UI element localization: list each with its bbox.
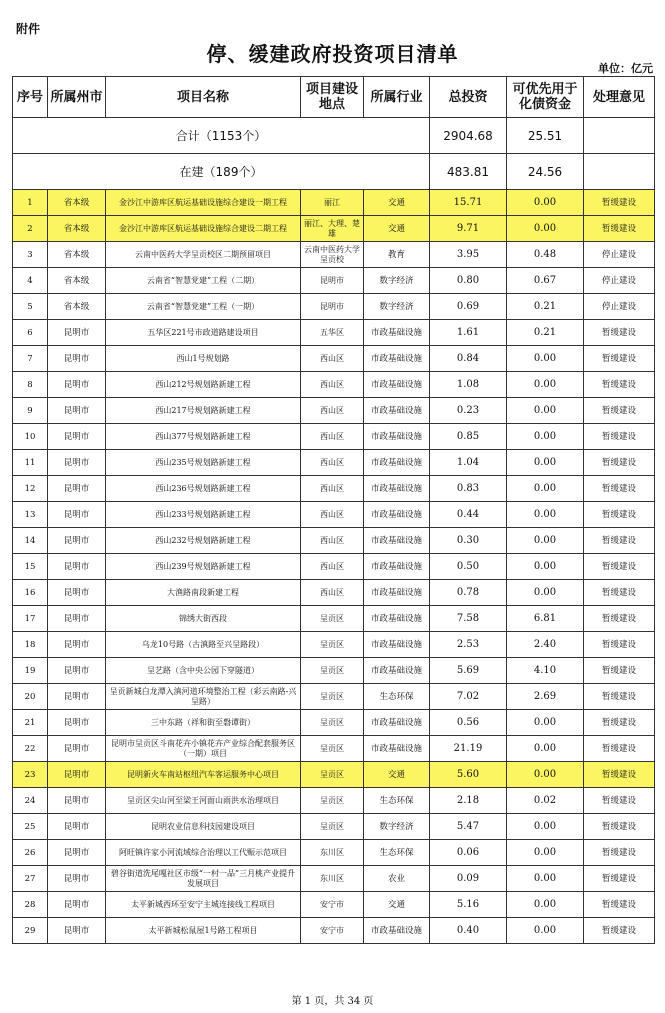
- table-row: [13, 346, 655, 372]
- cell-total: 0.83: [430, 476, 507, 502]
- cell-city: 昆明市: [48, 762, 106, 788]
- cell-opinion: 暂缓建设: [584, 866, 655, 892]
- cell-industry: 市政基础设施: [364, 606, 430, 632]
- cell-debt: 0.00: [507, 424, 584, 450]
- construction-opinion: [584, 154, 655, 190]
- cell-opinion: 暂缓建设: [584, 814, 655, 840]
- cell-location: 西山区: [301, 424, 364, 450]
- cell-city: 昆明市: [48, 398, 106, 424]
- cell-location: 呈贡区: [301, 606, 364, 632]
- cell-debt: 0.21: [507, 320, 584, 346]
- cell-city: 昆明市: [48, 918, 106, 944]
- cell-location: 西山区: [301, 528, 364, 554]
- header-opinion: 处理意见: [584, 77, 655, 118]
- cell-total: 0.40: [430, 918, 507, 944]
- cell-name: 三中东路（祥和街至磐谭街）: [106, 710, 301, 736]
- cell-debt: 0.00: [507, 892, 584, 918]
- cell-total: 5.60: [430, 762, 507, 788]
- cell-industry: 数字经济: [364, 268, 430, 294]
- cell-city: 昆明市: [48, 632, 106, 658]
- construction-label: 在建（189个）: [13, 154, 430, 190]
- cell-location: 云南中医药大学呈贡校: [301, 242, 364, 268]
- cell-name: 乌龙10号路（古滇路至兴呈路段）: [106, 632, 301, 658]
- cell-industry: 市政基础设施: [364, 320, 430, 346]
- cell-location: 昆明市: [301, 294, 364, 320]
- cell-opinion: 暂缓建设: [584, 632, 655, 658]
- cell-seq: 27: [13, 866, 48, 892]
- cell-total: 9.71: [430, 216, 507, 242]
- cell-location: 昆明市: [301, 268, 364, 294]
- cell-total: 0.85: [430, 424, 507, 450]
- cell-location: 呈贡区: [301, 762, 364, 788]
- cell-debt: 0.00: [507, 554, 584, 580]
- cell-location: 东川区: [301, 866, 364, 892]
- total-debt: 25.51: [507, 118, 584, 154]
- table-row: [13, 398, 655, 424]
- table-row: [13, 684, 655, 710]
- cell-location: 呈贡区: [301, 710, 364, 736]
- cell-opinion: 暂缓建设: [584, 736, 655, 762]
- cell-industry: 市政基础设施: [364, 632, 430, 658]
- cell-city: 省本级: [48, 268, 106, 294]
- cell-name: 金沙江中游库区航运基础设施综合建设二期工程: [106, 216, 301, 242]
- cell-opinion: 暂缓建设: [584, 502, 655, 528]
- cell-seq: 9: [13, 398, 48, 424]
- cell-industry: 市政基础设施: [364, 710, 430, 736]
- cell-seq: 24: [13, 788, 48, 814]
- header-location: 项目建设地点: [301, 77, 364, 118]
- cell-total: 5.69: [430, 658, 507, 684]
- cell-industry: 生态环保: [364, 684, 430, 710]
- cell-seq: 6: [13, 320, 48, 346]
- cell-debt: 0.00: [507, 918, 584, 944]
- cell-total: 7.02: [430, 684, 507, 710]
- cell-city: 昆明市: [48, 528, 106, 554]
- cell-city: 昆明市: [48, 684, 106, 710]
- cell-city: 昆明市: [48, 450, 106, 476]
- table-row: [13, 554, 655, 580]
- cell-name: 云南省“智慧党建”工程（二期）: [106, 268, 301, 294]
- cell-location: 西山区: [301, 398, 364, 424]
- cell-city: 昆明市: [48, 372, 106, 398]
- cell-opinion: 暂缓建设: [584, 580, 655, 606]
- table-row: [13, 424, 655, 450]
- cell-opinion: 暂缓建设: [584, 788, 655, 814]
- cell-seq: 20: [13, 684, 48, 710]
- header-total: 总投资: [430, 77, 507, 118]
- cell-total: 0.78: [430, 580, 507, 606]
- cell-total: 1.08: [430, 372, 507, 398]
- cell-opinion: 暂缓建设: [584, 476, 655, 502]
- cell-location: 东川区: [301, 840, 364, 866]
- total-row: [13, 118, 655, 154]
- cell-total: 0.44: [430, 502, 507, 528]
- cell-total: 7.58: [430, 606, 507, 632]
- page-title: 停、缓建政府投资项目清单: [206, 42, 459, 66]
- cell-industry: 市政基础设施: [364, 424, 430, 450]
- cell-name: 大渔路南段新建工程: [106, 580, 301, 606]
- cell-debt: 0.00: [507, 814, 584, 840]
- cell-seq: 25: [13, 814, 48, 840]
- cell-debt: 0.00: [507, 190, 584, 216]
- cell-location: 呈贡区: [301, 788, 364, 814]
- cell-city: 昆明市: [48, 346, 106, 372]
- header-row: [13, 77, 655, 118]
- cell-opinion: 暂缓建设: [584, 606, 655, 632]
- cell-city: 昆明市: [48, 606, 106, 632]
- cell-total: 0.80: [430, 268, 507, 294]
- cell-name: 金沙江中游库区航运基础设施综合建设一期工程: [106, 190, 301, 216]
- cell-name: 锦绣大街西段: [106, 606, 301, 632]
- cell-location: 呈贡区: [301, 632, 364, 658]
- cell-debt: 0.02: [507, 788, 584, 814]
- cell-seq: 22: [13, 736, 48, 762]
- cell-city: 昆明市: [48, 814, 106, 840]
- cell-total: 3.95: [430, 242, 507, 268]
- cell-total: 0.09: [430, 866, 507, 892]
- cell-debt: 0.00: [507, 762, 584, 788]
- cell-total: 0.23: [430, 398, 507, 424]
- cell-city: 昆明市: [48, 554, 106, 580]
- cell-debt: 0.00: [507, 476, 584, 502]
- table-row: [13, 216, 655, 242]
- cell-total: 5.47: [430, 814, 507, 840]
- page-footer: 第 1 页，共 34 页: [291, 996, 374, 1007]
- cell-debt: 4.10: [507, 658, 584, 684]
- cell-location: 呈贡区: [301, 658, 364, 684]
- cell-debt: 0.00: [507, 450, 584, 476]
- cell-total: 2.18: [430, 788, 507, 814]
- cell-industry: 市政基础设施: [364, 528, 430, 554]
- table-row: [13, 450, 655, 476]
- cell-debt: 0.00: [507, 840, 584, 866]
- cell-industry: 市政基础设施: [364, 554, 430, 580]
- construction-debt: 24.56: [507, 154, 584, 190]
- cell-seq: 26: [13, 840, 48, 866]
- cell-location: 呈贡区: [301, 736, 364, 762]
- cell-seq: 8: [13, 372, 48, 398]
- cell-name: 西山232号规划路新建工程: [106, 528, 301, 554]
- cell-industry: 数字经济: [364, 294, 430, 320]
- cell-location: 西山区: [301, 372, 364, 398]
- cell-seq: 11: [13, 450, 48, 476]
- cell-name: 五华区221号市政道路建设项目: [106, 320, 301, 346]
- cell-debt: 6.81: [507, 606, 584, 632]
- cell-opinion: 停止建设: [584, 242, 655, 268]
- cell-city: 省本级: [48, 216, 106, 242]
- cell-location: 丽江、大理、楚雄: [301, 216, 364, 242]
- cell-opinion: 暂缓建设: [584, 190, 655, 216]
- cell-opinion: 暂缓建设: [584, 216, 655, 242]
- cell-industry: 教育: [364, 242, 430, 268]
- cell-name: 西山1号规划路: [106, 346, 301, 372]
- cell-name: 西山233号规划路新建工程: [106, 502, 301, 528]
- cell-debt: 0.21: [507, 294, 584, 320]
- header-debt: 可优先用于化债资金: [507, 77, 584, 118]
- table-row: [13, 294, 655, 320]
- cell-city: 昆明市: [48, 736, 106, 762]
- cell-opinion: 暂缓建设: [584, 684, 655, 710]
- cell-city: 昆明市: [48, 658, 106, 684]
- table-row: [13, 320, 655, 346]
- cell-opinion: 停止建设: [584, 268, 655, 294]
- cell-name: 呈贡新城白龙潭入滇河道环境整治工程（彩云南路-兴呈路）: [106, 684, 301, 710]
- table-row: [13, 710, 655, 736]
- total-opinion: [584, 118, 655, 154]
- cell-debt: 0.00: [507, 372, 584, 398]
- table-row: [13, 476, 655, 502]
- cell-industry: 市政基础设施: [364, 658, 430, 684]
- cell-location: 安宁市: [301, 892, 364, 918]
- cell-opinion: 暂缓建设: [584, 320, 655, 346]
- cell-name: 昆明市呈贡区斗南花卉小镇花卉产业综合配套服务区（一期）项目: [106, 736, 301, 762]
- cell-city: 昆明市: [48, 710, 106, 736]
- cell-seq: 17: [13, 606, 48, 632]
- cell-city: 昆明市: [48, 840, 106, 866]
- unit-label: 单位：亿元: [598, 62, 653, 75]
- cell-location: 丽江: [301, 190, 364, 216]
- table-row: [13, 372, 655, 398]
- cell-total: 5.16: [430, 892, 507, 918]
- cell-industry: 生态环保: [364, 788, 430, 814]
- cell-industry: 市政基础设施: [364, 476, 430, 502]
- table-row: [13, 268, 655, 294]
- cell-name: 昆明新火车南站枢纽汽车客运服务中心项目: [106, 762, 301, 788]
- cell-city: 省本级: [48, 190, 106, 216]
- cell-total: 0.06: [430, 840, 507, 866]
- cell-seq: 7: [13, 346, 48, 372]
- cell-opinion: 暂缓建设: [584, 918, 655, 944]
- cell-debt: 0.67: [507, 268, 584, 294]
- cell-industry: 市政基础设施: [364, 398, 430, 424]
- cell-total: 0.56: [430, 710, 507, 736]
- cell-seq: 15: [13, 554, 48, 580]
- cell-industry: 生态环保: [364, 840, 430, 866]
- table-row: [13, 528, 655, 554]
- cell-name: 碧谷街道洗尾嘎社区市级“一村一品”三月桃产业提升发展项目: [106, 866, 301, 892]
- cell-location: 呈贡区: [301, 684, 364, 710]
- cell-debt: 0.00: [507, 710, 584, 736]
- cell-seq: 10: [13, 424, 48, 450]
- cell-opinion: 暂缓建设: [584, 892, 655, 918]
- cell-opinion: 暂缓建设: [584, 372, 655, 398]
- cell-name: 呈艺路（含中央公园下穿隧道）: [106, 658, 301, 684]
- cell-seq: 23: [13, 762, 48, 788]
- cell-name: 太平新城松鼠屋1号路工程项目: [106, 918, 301, 944]
- table-row: [13, 502, 655, 528]
- cell-seq: 28: [13, 892, 48, 918]
- cell-name: 昆明农业信息科技园建设项目: [106, 814, 301, 840]
- cell-industry: 市政基础设施: [364, 580, 430, 606]
- cell-name: 西山236号规划路新建工程: [106, 476, 301, 502]
- cell-total: 0.84: [430, 346, 507, 372]
- cell-opinion: 暂缓建设: [584, 554, 655, 580]
- construction-investment: 483.81: [430, 154, 507, 190]
- cell-industry: 市政基础设施: [364, 346, 430, 372]
- cell-industry: 农业: [364, 866, 430, 892]
- cell-seq: 12: [13, 476, 48, 502]
- table-row: [13, 762, 655, 788]
- cell-city: 省本级: [48, 294, 106, 320]
- cell-name: 呈贡区尖山河至梁王河面山雨洪水治理项目: [106, 788, 301, 814]
- cell-location: 呈贡区: [301, 814, 364, 840]
- cell-seq: 2: [13, 216, 48, 242]
- cell-debt: 0.00: [507, 580, 584, 606]
- cell-debt: 0.00: [507, 346, 584, 372]
- table-row: [13, 788, 655, 814]
- cell-debt: 2.69: [507, 684, 584, 710]
- cell-industry: 数字经济: [364, 814, 430, 840]
- cell-seq: 14: [13, 528, 48, 554]
- cell-opinion: 暂缓建设: [584, 658, 655, 684]
- cell-opinion: 暂缓建设: [584, 840, 655, 866]
- table-row: [13, 866, 655, 892]
- cell-seq: 5: [13, 294, 48, 320]
- cell-location: 西山区: [301, 476, 364, 502]
- cell-seq: 29: [13, 918, 48, 944]
- cell-opinion: 停止建设: [584, 294, 655, 320]
- cell-industry: 市政基础设施: [364, 736, 430, 762]
- cell-debt: 0.48: [507, 242, 584, 268]
- cell-seq: 1: [13, 190, 48, 216]
- table-row: [13, 242, 655, 268]
- cell-seq: 18: [13, 632, 48, 658]
- cell-location: 西山区: [301, 346, 364, 372]
- cell-debt: 2.40: [507, 632, 584, 658]
- cell-seq: 3: [13, 242, 48, 268]
- cell-location: 西山区: [301, 450, 364, 476]
- table-row: [13, 606, 655, 632]
- cell-debt: 0.00: [507, 528, 584, 554]
- cell-location: 五华区: [301, 320, 364, 346]
- table-row: [13, 892, 655, 918]
- project-table: [12, 76, 655, 944]
- table-row: [13, 658, 655, 684]
- cell-name: 西山235号规划路新建工程: [106, 450, 301, 476]
- cell-total: 0.50: [430, 554, 507, 580]
- cell-seq: 21: [13, 710, 48, 736]
- table-row: [13, 918, 655, 944]
- cell-seq: 16: [13, 580, 48, 606]
- cell-city: 昆明市: [48, 866, 106, 892]
- cell-debt: 0.00: [507, 736, 584, 762]
- header-seq: 序号: [13, 77, 48, 118]
- cell-opinion: 暂缓建设: [584, 346, 655, 372]
- cell-name: 云南省“智慧党建”工程（一期）: [106, 294, 301, 320]
- cell-city: 昆明市: [48, 476, 106, 502]
- cell-total: 1.04: [430, 450, 507, 476]
- cell-total: 15.71: [430, 190, 507, 216]
- cell-total: 0.69: [430, 294, 507, 320]
- annex-label: 附件: [16, 22, 41, 36]
- cell-industry: 交通: [364, 762, 430, 788]
- cell-debt: 0.00: [507, 502, 584, 528]
- cell-seq: 13: [13, 502, 48, 528]
- header-industry: 所属行业: [364, 77, 430, 118]
- cell-city: 省本级: [48, 242, 106, 268]
- cell-industry: 交通: [364, 892, 430, 918]
- construction-row: [13, 154, 655, 190]
- table-row: [13, 632, 655, 658]
- cell-seq: 4: [13, 268, 48, 294]
- cell-opinion: 暂缓建设: [584, 762, 655, 788]
- cell-industry: 市政基础设施: [364, 502, 430, 528]
- cell-opinion: 暂缓建设: [584, 450, 655, 476]
- table-row: [13, 814, 655, 840]
- cell-name: 西山239号规划路新建工程: [106, 554, 301, 580]
- header-city: 所属州市: [48, 77, 106, 118]
- cell-industry: 市政基础设施: [364, 372, 430, 398]
- cell-total: 21.19: [430, 736, 507, 762]
- table-row: [13, 840, 655, 866]
- cell-name: 西山217号规划路新建工程: [106, 398, 301, 424]
- cell-seq: 19: [13, 658, 48, 684]
- cell-name: 阿旺镇许家小河流域综合治理以工代赈示范项目: [106, 840, 301, 866]
- cell-total: 2.53: [430, 632, 507, 658]
- cell-debt: 0.00: [507, 216, 584, 242]
- cell-location: 安宁市: [301, 918, 364, 944]
- cell-location: 西山区: [301, 554, 364, 580]
- cell-name: 西山212号规划路新建工程: [106, 372, 301, 398]
- cell-city: 昆明市: [48, 502, 106, 528]
- cell-opinion: 暂缓建设: [584, 710, 655, 736]
- total-label: 合计（1153个）: [13, 118, 430, 154]
- table-row: [13, 736, 655, 762]
- cell-city: 昆明市: [48, 788, 106, 814]
- cell-opinion: 暂缓建设: [584, 398, 655, 424]
- cell-name: 太平新城西环至安宁主城连接线工程项目: [106, 892, 301, 918]
- cell-name: 西山377号规划路新建工程: [106, 424, 301, 450]
- table-row: [13, 190, 655, 216]
- cell-debt: 0.00: [507, 866, 584, 892]
- cell-debt: 0.00: [507, 398, 584, 424]
- cell-industry: 市政基础设施: [364, 918, 430, 944]
- cell-location: 西山区: [301, 502, 364, 528]
- cell-industry: 市政基础设施: [364, 450, 430, 476]
- cell-total: 1.61: [430, 320, 507, 346]
- cell-city: 昆明市: [48, 580, 106, 606]
- cell-city: 昆明市: [48, 424, 106, 450]
- total-investment: 2904.68: [430, 118, 507, 154]
- header-name: 项目名称: [106, 77, 301, 118]
- table-row: [13, 580, 655, 606]
- cell-opinion: 暂缓建设: [584, 528, 655, 554]
- cell-location: 西山区: [301, 580, 364, 606]
- cell-industry: 交通: [364, 216, 430, 242]
- cell-opinion: 暂缓建设: [584, 424, 655, 450]
- cell-city: 昆明市: [48, 320, 106, 346]
- cell-name: 云南中医药大学呈贡校区二期预留项目: [106, 242, 301, 268]
- cell-total: 0.30: [430, 528, 507, 554]
- cell-industry: 交通: [364, 190, 430, 216]
- cell-city: 昆明市: [48, 892, 106, 918]
